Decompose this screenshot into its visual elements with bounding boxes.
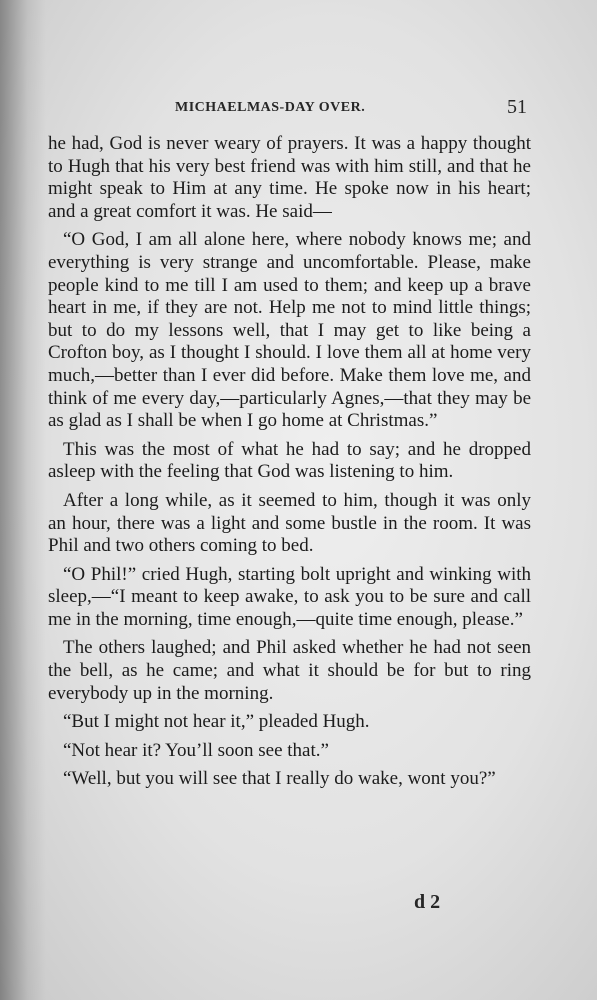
paragraph-9: “Well, but you will see that I really do wake, wont you?”: [63, 768, 496, 790]
paragraph-3: This was the most of what he had to say; and he dropped asleep with the feeling that God was listening to him.: [48, 438, 531, 483]
page-number: 51: [507, 96, 527, 118]
body-text: [48, 133, 531, 797]
paragraph-7: “But I might not hear it,” pleaded Hugh.: [63, 711, 370, 733]
spine-shadow: [0, 0, 46, 1000]
paragraph-1: he had, God is never weary of prayers. It was a happy thought to Hugh that his very best friend was with him still, and that he might speak to Him at any time. He spoke now in his heart; and a great comfort it was. He said—: [48, 133, 531, 222]
signature-mark: d 2: [414, 891, 441, 913]
running-head: MICHAELMAS-DAY OVER.: [175, 100, 366, 115]
paragraph-5: “O Phil!” cried Hugh, starting bolt upright and winking with sleep,—“I meant to keep awake, to ask you to be sure and call me in the morning, time enough,—quite time enough, please.”: [48, 563, 531, 630]
paragraph-8: “Not hear it? You’ll soon see that.”: [63, 739, 329, 761]
paragraph-2: “O God, I am all alone here, where nobody knows me; and everything is very strange and uncomfortable. Please, make people kind to me till I am used to them; and keep up a brave heart in me, if they are not. Help me not to mind little things; but to do my lessons well, that I may get to like being a Crofton boy, as I thought I should. I love them all at home very much,—better than I ever did before. Make them love me, and think of me every day,—particularly Agnes,—that they may be as glad as I shall be when I go home at Christmas.”: [48, 229, 531, 432]
paragraph-6: The others laughed; and Phil asked whether he had not seen the bell, as he came; and what it should be for but to ring everybody up in the morning.: [48, 637, 531, 704]
paragraph-4: After a long while, as it seemed to him, though it was only an hour, there was a light and some bustle in the room. It was Phil and two others coming to bed.: [48, 489, 531, 557]
